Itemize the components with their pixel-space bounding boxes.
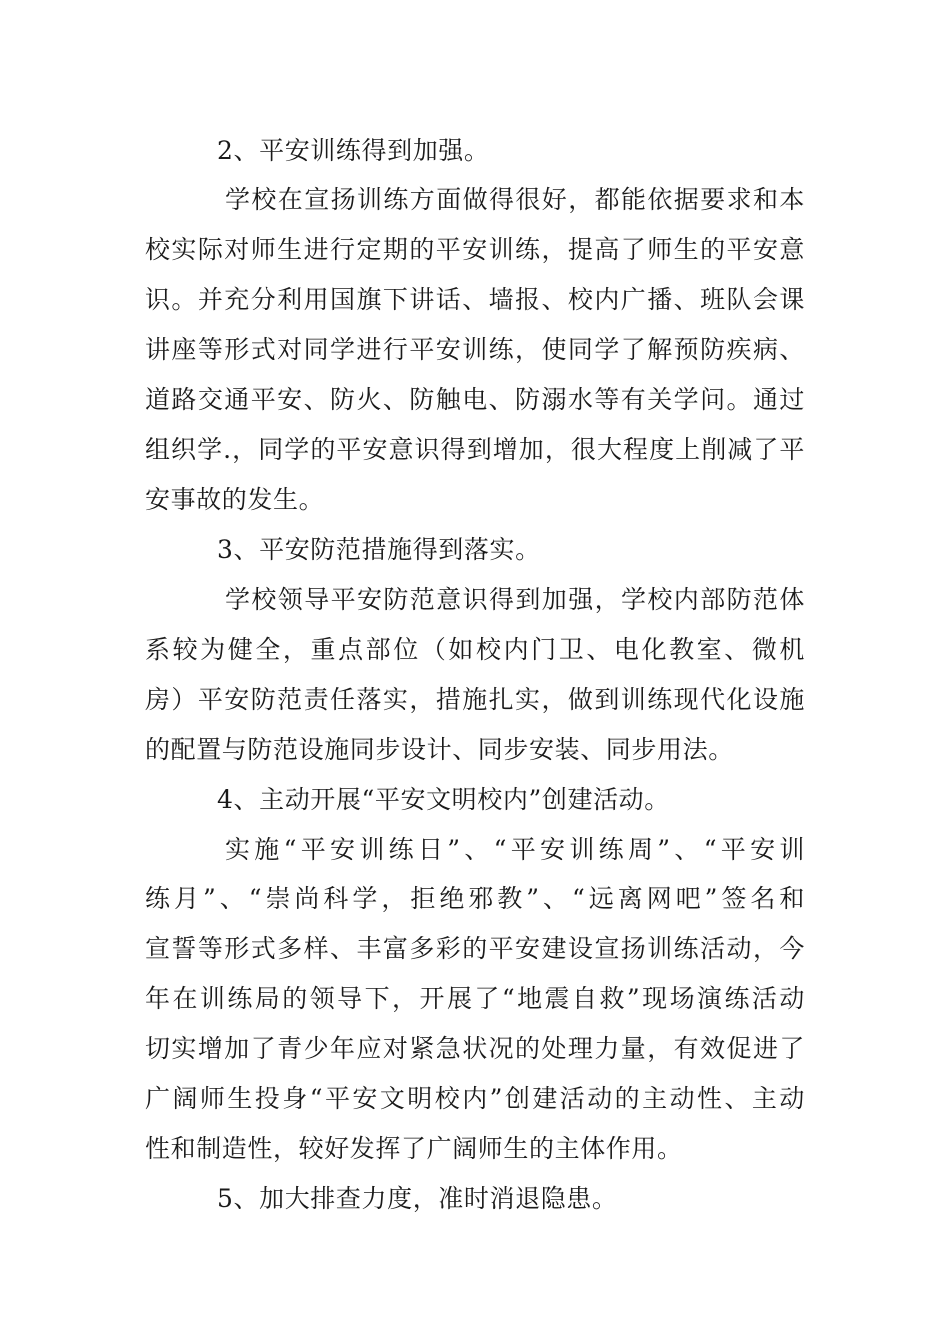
paragraph-line: 切实增加了青少年应对紧急状况的处理力量，有效促进了 [145,1034,805,1063]
paragraph-line: 学校领导平安防范意识得到加强，学校内部防范体 [225,585,805,614]
paragraph-line: 练月”、“崇尚科学，拒绝邪教”、“远离网吧”签名和 [145,884,805,913]
section-heading-5: 5、加大排查力度，准时消退隐患。 [217,1184,618,1213]
paragraph-line: 房）平安防范责任落实，措施扎实，做到训练现代化设施 [145,685,805,714]
paragraph-line: 系较为健全，重点部位（如校内门卫、电化教室、微机 [145,635,805,664]
paragraph-line: 安事故的发生。 [145,485,325,514]
paragraph-line: 讲座等形式对同学进行平安训练，使同学了解预防疾病、 [145,335,805,364]
section-heading-4: 4、主动开展“平安文明校内”创建活动。 [217,785,670,814]
paragraph-line: 识。并充分利用国旗下讲话、墙报、校内广播、班队会课 [145,285,805,314]
paragraph-line: 学校在宣扬训练方面做得很好，都能依据要求和本 [225,185,805,214]
paragraph-line: 道路交通平安、防火、防触电、防溺水等有关学问。通过 [145,385,805,414]
paragraph-line: 广阔师生投身“平安文明校内”创建活动的主动性、主动 [145,1084,805,1113]
paragraph-line: 年在训练局的领导下，开展了“地震自救”现场演练活动 [145,984,805,1013]
paragraph-line: 校实际对师生进行定期的平安训练，提高了师生的平安意 [145,235,805,264]
paragraph-line: 的配置与防范设施同步设计、同步安装、同步用法。 [145,735,734,764]
paragraph-line: 组织学.，同学的平安意识得到增加，很大程度上削减了平 [145,435,805,464]
section-heading-3: 3、平安防范措施得到落实。 [217,535,541,564]
paragraph-line: 性和制造性，较好发挥了广阔师生的主体作用。 [145,1134,683,1163]
paragraph-line: 宣誓等形式多样、丰富多彩的平安建设宣扬训练活动，今 [145,934,805,963]
paragraph-line: 实施“平安训练日”、“平安训练周”、“平安训 [225,835,805,864]
section-heading-2: 2、平安训练得到加强。 [217,136,490,165]
